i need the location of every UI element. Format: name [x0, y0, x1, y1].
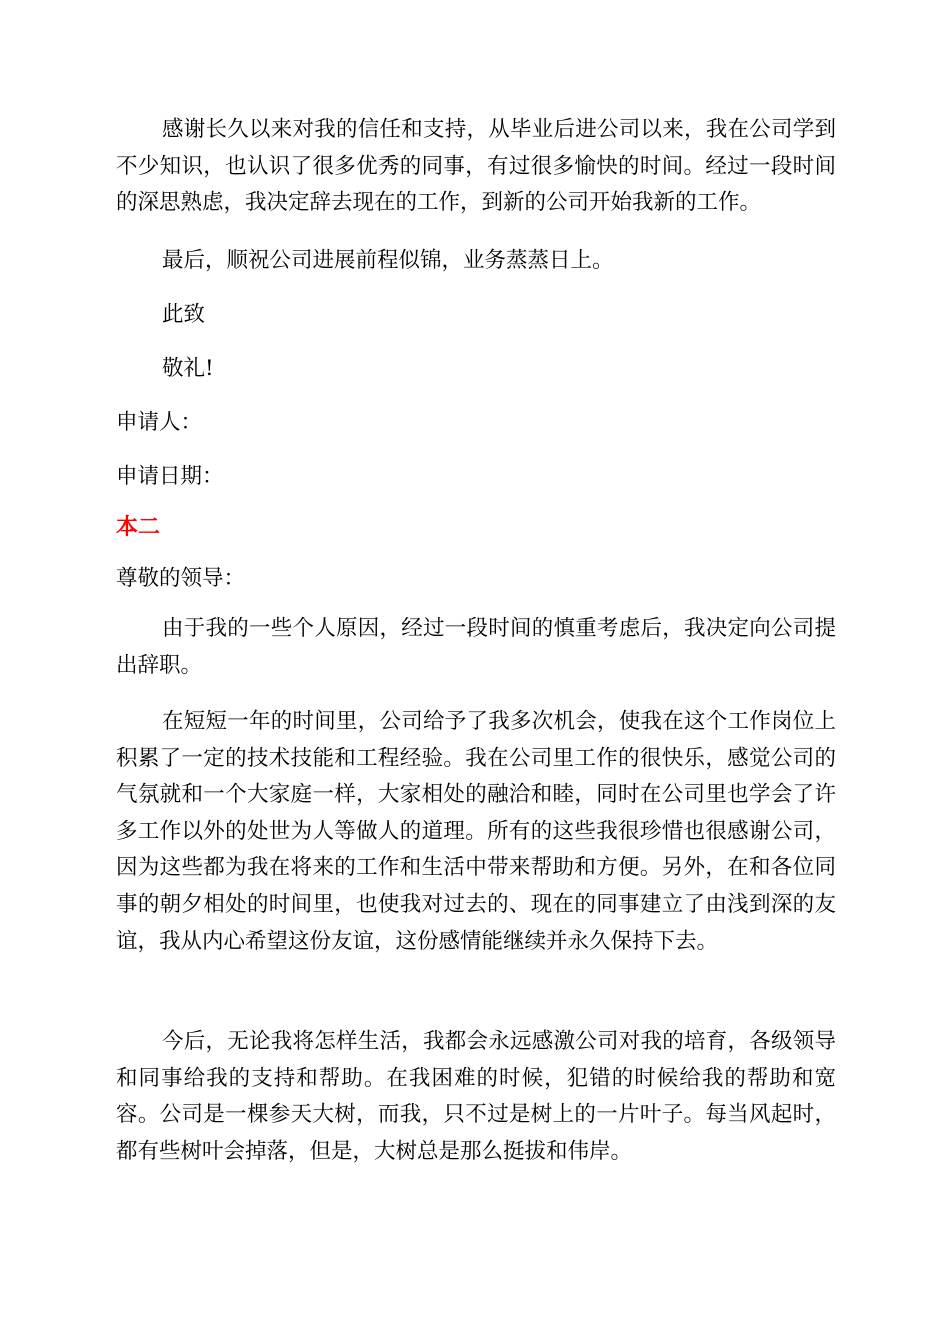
paragraph-3: 今后，无论我将怎样生活，我都会永远感激公司对我的培育，各级领导和同事给我的支持和帮助。在我困难的时候，犯错的时候给我的帮助和宽容。公司是一棵参天大树，而我，只不过是树上的一片叶子。每当风起时，都有些树叶会掉落，但是，大树总是那么挺拔和伟岸。 [116, 1029, 836, 1164]
section-heading: 本二 [116, 515, 161, 540]
paragraph-1: 由于我的一些个人原因，经过一段时间的慎重考虑后，我决定向公司提出辞职。 [116, 616, 836, 678]
closing-line-1: 此致 [162, 302, 206, 327]
paragraph-thanks: 感谢长久以来对我的信任和支持，从毕业后进公司以来，我在公司学到不少知识，也认识了很多优秀的同事，有过很多愉快的时间。经过一段时间的深思熟虑，我决定辞去现在的工作，到新的公司开始我新的工作。 [116, 117, 836, 216]
applicant-label: 申请人： [116, 410, 203, 435]
closing-line-2: 敬礼! [162, 356, 214, 381]
paragraph-2: 在短短一年的时间里，公司给予了我多次机会，使我在这个工作岗位上积累了一定的技术技能和工程经验。我在公司里工作的很快乐，感觉公司的气氛就和一个大家庭一样，大家相处的融洽和睦，同时在公司里也学会了许多工作以外的处世为人等做人的道理。所有的这些我很珍惜也很感谢公司，因为这些都为我在将来的工作和生活中带来帮助和方便。另外，在和各位同事的朝夕相处的时间里，也使我对过去的、现在的同事建立了由浅到深的友谊，我从内心希望这份友谊，这份感情能继续并永久保持下去。 [116, 709, 836, 954]
paragraph-wish: 最后，顺祝公司进展前程似锦，业务蒸蒸日上。 [162, 248, 614, 273]
salutation: 尊敬的领导： [116, 566, 246, 591]
date-label: 申请日期： [116, 464, 224, 489]
